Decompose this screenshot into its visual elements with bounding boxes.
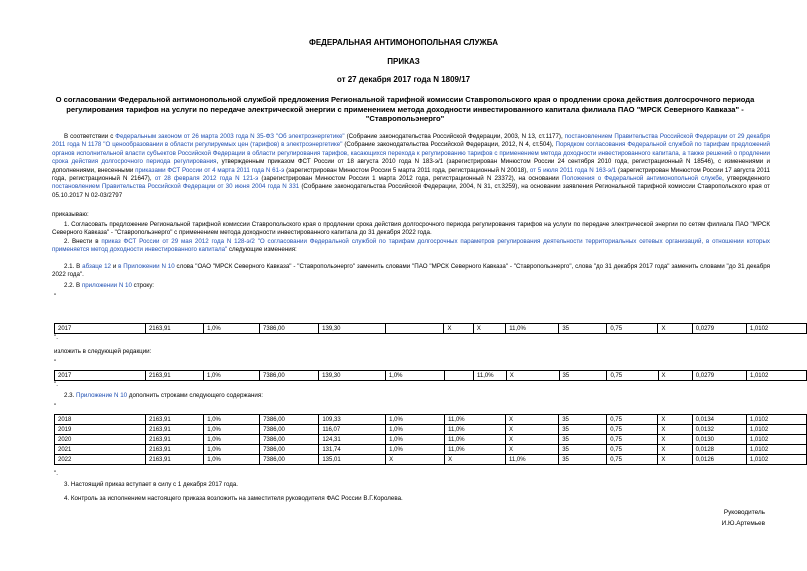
- table-cell: 131,74: [319, 445, 386, 455]
- document-subject: О согласовании Федеральной антимонопольной службой предложения Региональной тарифной комиссии Ставропольского края о продлении срока действия долгосрочного периода регулирования тарифов на услуги по передаче электрической энергии с применением метода доходности инвестированного капитала филиала ПАО "МРСК Северного Кавказа" - "Ставропольэнерго": [55, 95, 755, 124]
- item-4: 4. Контроль за исполнением настоящего приказа возложить на заместителя руководителя ФАС России В.Г.Королева.: [64, 495, 403, 502]
- item-2: [52, 238, 770, 255]
- table-cell: X: [473, 324, 505, 334]
- link-government-decree-331[interactable]: постановлением Правительства Российской Федерации от 30 июня 2004 года N 331: [52, 183, 300, 191]
- table-cell: 124,31: [319, 435, 386, 445]
- table-cell: 2018: [55, 415, 146, 425]
- table-cell: 1,0%: [204, 435, 260, 445]
- table-cell: 0,0132: [692, 425, 746, 435]
- signatory-title: Руководитель: [723, 509, 765, 516]
- link-federal-law[interactable]: Федеральным законом от 26 марта 2003 года N 35-ФЗ "Об электроэнергетике": [115, 133, 345, 140]
- table-cell: X: [658, 371, 692, 381]
- quote-open: ": [54, 293, 57, 300]
- table-cell: 2163,91: [145, 324, 203, 334]
- item-text: 2. Внести в: [64, 238, 102, 245]
- table-cell: 1,0%: [204, 415, 260, 425]
- table-row: [55, 415, 807, 425]
- table-cell: X: [445, 455, 506, 465]
- table-cell: 0,0134: [692, 415, 746, 425]
- table-cell: 2163,91: [146, 415, 204, 425]
- quote-close: ".: [54, 470, 58, 477]
- table-cell: 11,0%: [445, 435, 506, 445]
- table-cell: 2163,91: [146, 445, 204, 455]
- link-appendix-10[interactable]: Приложение N 10: [76, 392, 128, 399]
- document-date: от 27 декабря 2017 года N 1809/17: [336, 75, 471, 84]
- table-cell: X: [658, 455, 692, 465]
- table-row: [55, 445, 807, 455]
- preamble-text: (Собрание законодательства Российской Федерации, 2004, N 31, ст.3259), на основании заявления Региональной тарифной комиссии Ставропольского края от 05.10.2017 N 02-03/2797: [52, 183, 770, 199]
- table-cell: X: [658, 415, 692, 425]
- table-cell: 7386,00: [260, 445, 319, 455]
- table-cell: 1,0%: [204, 425, 260, 435]
- table-cell: 1,0%: [385, 371, 444, 381]
- quote-close: ".: [54, 381, 58, 388]
- item-1: 1. Согласовать предложение Региональной тарифной комиссии Ставропольского края о продлении срока действия долгосрочного периода регулирования тарифов на услуги по передаче электрической энергии по сетям филиала ПАО "МРСК Северного Кавказа" - "Ставропольэнерго" с применением метода доходности инвестированного капитала до 31 декабря 2022 года.: [52, 221, 770, 237]
- table-cell: X: [506, 425, 559, 435]
- link-procedure[interactable]: Порядком согласования Федеральной службой по тарифам предложений органов исполнительной власти субъектов Российской Федерации в области регулирования тарифов, касающихся перехода к регулированию тарифов с применением метода доходности инвестированного капитала, а также решений о продлении срока действия долгосрочного периода регулирования: [52, 141, 770, 166]
- table-row: [55, 425, 807, 435]
- table-cell: 0,75: [607, 425, 658, 435]
- table-cell: 7386,00: [260, 455, 319, 465]
- table-cell: 139,30: [319, 324, 386, 334]
- preamble-text: (Собрание законодательства Российской Федерации, 2012, N 4, ст.504),: [342, 141, 556, 149]
- table-cell: 7386,00: [260, 425, 319, 435]
- table-cell: 2019: [55, 425, 146, 435]
- table-cell: 109,33: [319, 415, 386, 425]
- added-rows-table: [54, 414, 807, 465]
- table-cell: 2017: [55, 324, 146, 334]
- signature-block: [722, 507, 765, 529]
- table-cell: 7386,00: [259, 371, 318, 381]
- table-cell: 0,0126: [692, 455, 746, 465]
- quote-close: ".: [54, 334, 58, 341]
- table-cell: 1,0%: [386, 415, 445, 425]
- table-cell: 7386,00: [260, 415, 319, 425]
- table-cell: 1,0102: [746, 371, 806, 381]
- preamble-text: (зарегистрирован Минюстом России 5 марта 2011 года, регистрационный N 20018),: [284, 166, 530, 174]
- table-cell: X: [506, 371, 559, 381]
- table-cell: 2021: [55, 445, 146, 455]
- item-text: 2.3.: [64, 392, 77, 399]
- table-cell: X: [386, 455, 445, 465]
- item-text: и: [110, 263, 119, 270]
- quote-open: ": [54, 359, 57, 366]
- table-cell: 0,0279: [692, 324, 746, 334]
- table-row: [55, 324, 807, 334]
- table-cell: X: [506, 445, 559, 455]
- table-cell: 35: [559, 415, 607, 425]
- item-text: слова "ОАО "МРСК Северного Кавказа" - "Ставропольэнерго" заменить словами "ПАО "МРСК Северного Кавказа" - "Ставропольэнерго", слова "до 31 декабря 2017 года" заменить словами "до 31 декабря 2022 года".: [52, 263, 770, 279]
- table-cell: 135,01: [319, 455, 386, 465]
- preamble-text: В соответствии с: [64, 133, 116, 140]
- preamble-text: (зарегистрирован Минюстом России 17 августа 2011 года, регистрационный N 21647),: [52, 166, 770, 183]
- link-paragraph-12[interactable]: абзаце 12: [82, 263, 111, 270]
- table-cell: 0,75: [607, 455, 658, 465]
- table-cell: 139,30: [319, 371, 386, 381]
- table-cell: X: [658, 324, 692, 334]
- table-cell: 2163,91: [145, 371, 203, 381]
- table-cell: 0,0279: [692, 371, 746, 381]
- table-cell: 7386,00: [260, 435, 319, 445]
- preamble-paragraph: [52, 133, 770, 200]
- signatory-name: И.Ю.Артемьев: [721, 520, 765, 527]
- link-appendix-10[interactable]: приложении N 10: [81, 282, 132, 289]
- table-cell: 1,0%: [204, 371, 260, 381]
- table-cell: 35: [559, 425, 607, 435]
- item-text: дополнить строками следующего содержания:: [127, 392, 263, 399]
- table-cell: 0,75: [607, 371, 658, 381]
- table-cell: 1,0%: [204, 324, 260, 334]
- table-cell: 1,0102: [746, 455, 806, 465]
- item-text: следующие изменения:: [227, 246, 297, 254]
- table-cell: 11,0%: [474, 371, 507, 381]
- table-cell: 0,75: [607, 415, 658, 425]
- agency-name: ФЕДЕРАЛЬНАЯ АНТИМОНОПОЛЬНАЯ СЛУЖБА: [309, 38, 498, 47]
- table-cell: 1,0%: [386, 435, 445, 445]
- item-text: строку:: [131, 282, 155, 289]
- document-type: ПРИКАЗ: [387, 57, 420, 66]
- link-fst-orders[interactable]: приказами ФСТ России от 4 марта 2011 года N 61-э: [135, 166, 285, 174]
- table-row: [55, 455, 807, 465]
- table-cell: 7386,00: [260, 324, 319, 334]
- table-cell: 35: [559, 455, 607, 465]
- table-cell: 1,0%: [386, 445, 445, 455]
- table-cell: 2020: [55, 435, 146, 445]
- item-3: 3. Настоящий приказ вступает в силу с 1 декабря 2017 года.: [64, 481, 239, 488]
- table-cell: 2163,91: [146, 425, 204, 435]
- table-cell: 0,75: [607, 435, 658, 445]
- table-cell: 0,75: [607, 324, 658, 334]
- old-row-table: [54, 323, 807, 334]
- item-text: 2.1. В: [64, 263, 83, 270]
- item-2-3: [52, 392, 770, 400]
- table-row: [55, 435, 807, 445]
- preamble-text: (Собрание законодательства Российской Федерации, 2003, N 13, ст.1177),: [344, 133, 565, 140]
- preamble-text: , утвержденного: [722, 175, 770, 183]
- table-cell: 0,0128: [692, 445, 746, 455]
- table-cell: X: [658, 425, 692, 435]
- table-cell: 2163,91: [146, 455, 204, 465]
- table-cell: X: [658, 435, 692, 445]
- table-cell: X: [444, 324, 473, 334]
- table-cell: 116,07: [319, 425, 386, 435]
- replace-text: изложить в следующей редакции:: [54, 348, 152, 355]
- table-cell: 1,0%: [386, 425, 445, 435]
- table-cell: 2163,91: [146, 435, 204, 445]
- table-cell: 1,0102: [746, 324, 806, 334]
- table-cell: 11,0%: [445, 415, 506, 425]
- table-cell: 11,0%: [445, 445, 506, 455]
- item-text: 2.2. В: [64, 282, 82, 289]
- link-appendix-10[interactable]: в Приложении N 10: [118, 263, 175, 270]
- table-cell: 35: [559, 435, 607, 445]
- table-cell: 1,0102: [746, 415, 806, 425]
- table-cell: 35: [559, 371, 607, 381]
- link-order-163[interactable]: от 5 июля 2011 года N 163-э/1: [529, 166, 617, 174]
- table-cell: 0,75: [607, 445, 658, 455]
- link-government-decree-1178[interactable]: постановлением Правительства Российской Федерации от 29 декабря 2011 года N 1178 "О ценообразовании в области регулируемых цен (тарифов) в электроэнергетике": [52, 133, 770, 149]
- link-order-121[interactable]: от 28 февраля 2012 года N 121-э: [154, 175, 259, 183]
- table-cell: 0,0130: [692, 435, 746, 445]
- preamble-text: , утвержденным приказом ФСТ России от 18 августа 2010 года N 183-э/1 (зарегистрирован Минюстом России 24 сентября 2010 года, регистрационный N 18546), с изменениями и дополнениями, внесенными: [52, 158, 770, 174]
- table-cell: 11,0%: [506, 324, 559, 334]
- table-cell: 11,0%: [445, 425, 506, 435]
- orders-word: приказываю:: [52, 211, 89, 218]
- table-cell: [385, 324, 444, 334]
- table-cell: 1,0%: [204, 445, 260, 455]
- table-cell: X: [506, 435, 559, 445]
- table-cell: 1,0102: [746, 425, 806, 435]
- table-cell: 1,0102: [746, 445, 806, 455]
- table-cell: X: [658, 445, 692, 455]
- quote-open: ": [54, 403, 57, 410]
- link-fas-regulation[interactable]: Положения о Федеральной антимонопольной службе: [562, 175, 723, 183]
- table-cell: 1,0102: [746, 435, 806, 445]
- table-cell: 35: [559, 445, 607, 455]
- link-order-128[interactable]: приказ ФСТ России от 29 мая 2012 года N 128-э/2 "О согласовании Федеральной службой по тарифам долгосрочных параметров регулирования деятельности территориальных сетевых организаций, в отношении которых применяется метод доходности инвестированного капитала": [52, 238, 770, 254]
- table-row: [55, 371, 807, 381]
- table-cell: 2017: [55, 371, 146, 381]
- item-2-2: [52, 282, 770, 290]
- item-2-1: [52, 263, 770, 280]
- table-cell: 11,0%: [506, 455, 559, 465]
- table-cell: X: [506, 415, 559, 425]
- table-cell: 35: [559, 324, 607, 334]
- table-cell: 2022: [55, 455, 146, 465]
- new-row-table: [54, 370, 807, 381]
- table-cell: [444, 371, 473, 381]
- table-cell: 1,0%: [204, 455, 260, 465]
- preamble-text: (зарегистрирован Минюстом России 1 марта 2012 года, регистрационный N 23372), на основании: [258, 175, 563, 183]
